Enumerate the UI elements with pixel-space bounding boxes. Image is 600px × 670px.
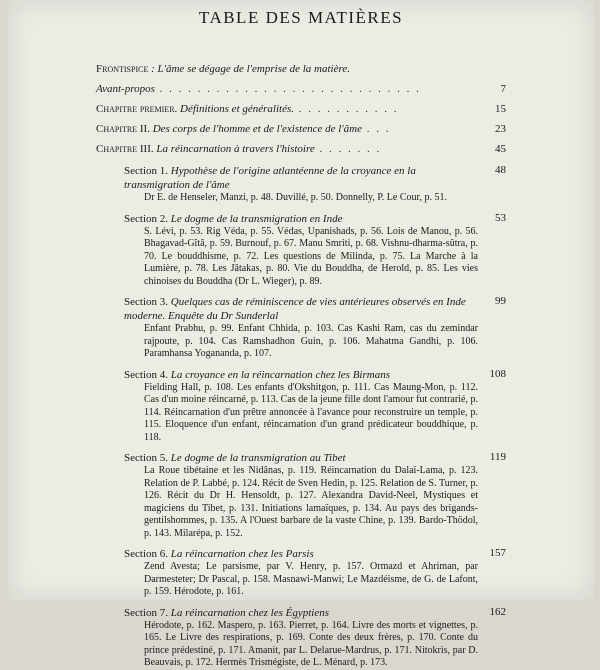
entry-title: Définitions et généralités. (177, 103, 294, 115)
section-page: 108 (489, 367, 506, 380)
section-label: Section 1. (124, 165, 168, 177)
section-label: Section 7. (124, 606, 168, 619)
toc-section-7 (124, 606, 506, 670)
section-title: Quelques cas de réminiscence de vies antérieures observés en Inde moderne. Enquête du Dr Sunderlal (124, 296, 466, 322)
entry-title: Avant-propos (96, 83, 155, 95)
section-label: Section 4. (124, 368, 168, 381)
toc-section-3 (124, 295, 506, 361)
section-body: Dr E. de Henseler, Manzi, p. 48. Duvillé, p. 50. Donnelly, P. Le Cour, p. 51. (144, 192, 447, 203)
entry-page: 15 (495, 103, 506, 115)
toc-entry-frontispice (96, 62, 506, 77)
section-page: 162 (489, 605, 506, 618)
section-title: Le dogme de la transmigration en Inde (170, 212, 343, 225)
section-title: La croyance en la réincarnation chez les Birmans (170, 368, 390, 381)
section-body: Enfant Prabhu, p. 99. Enfant Chhida, p. 103. Cas Kashi Ram, cas du zemindar rajpoute, p. 104. Cas Ramshadhon Guin, p. 106. Mahatma Gandhi, p. 106. Paramhansa Yogananda, p. 107. (144, 323, 478, 359)
toc-section-1 (124, 164, 506, 205)
section-title: La réincarnation chez les Égyptiens (170, 606, 330, 619)
entry-title: La réincarnation à travers l'histoire (153, 143, 315, 155)
toc-entry-chapitre-1: Chapitre premier. Définitions et généralités. . . . . . . . . . . . 15 (96, 103, 506, 115)
section-body: Fielding Hall, p. 108. Les enfants d'Okshitgon, p. 111. Cas Maung-Mon, p. 112. Cas d'un moine réincarné, p. 113. Cas de la jeune fille dont l'amour fut contrarié, p. 114. Réincarnation d'un prêtre annoncée à l'avance pour reconstruire un temple, p. 115. Eloquence d'un enfant, réincarnation d'un grand prédicateur bouddhique, p. 118. (144, 381, 478, 443)
section-page: 119 (489, 451, 506, 463)
entry-label: Chapitre III. (96, 143, 154, 155)
toc-entry-avant-propos: Avant-propos . . . . . . . . . . . . . . . . . . . . . . . . . . . . 7 (96, 83, 506, 95)
toc-section-2 (124, 212, 506, 289)
section-label: Section 6. (124, 548, 168, 560)
section-body: La Roue tibétaine et les Nidânas, p. 119. Réincarnation du Dalaï-Lama, p. 123. Relation de P. Labbé, p. 124. Récit de Sven Hedin, p. 125. Relation de S. Turner, p. 126. Récit du Dr H. Hensoldt, p. 127. Alexandra David-Neel, Mystiques et magiciens du Tibet, p. 131. Initiations lamaïques, p. 134. Au pays des brigands-gentilshommes, p. 135. A l'Ouest barbare de la vaste Chine, p. 139. Bardo-Thödol, p. 143. Milarépa, p. 152. (144, 465, 478, 539)
entry-page: 7 (500, 83, 506, 95)
toc-entry-chapitre-3: Chapitre III. La réincarnation à travers l'histoire . . . . . . . 45 (96, 143, 506, 155)
section-page: 157 (489, 547, 506, 559)
section-title: Hypothèse de l'origine atlantéenne de la croyance en la transmigration de l'âme (124, 165, 416, 191)
section-label: Section 3. (124, 296, 168, 308)
section-title: La réincarnation chez les Parsis (170, 548, 314, 560)
section-body: S. Lévi, p. 53. Rig Véda, p. 55. Védas, Upanishads, p. 56. Lois de Manou, p. 56. Bhagavad-Gîtâ, p. 59. Burnouf, p. 67. Manu Smriti, p. 68. Vishnu-dharma-sûtra, p. 70. Le bouddhisme, p. 72. Les questions de Milinda, p. 75. La Marche à la Lumière, p. 78. Les Jâtakas, p. 80. Vie du Bouddha, de Herold, p. 85. Les vies chinoises du Bouddha (Dr L. Wieger), p. 89. (144, 225, 478, 287)
entry-page: 23 (495, 123, 506, 135)
section-page: 48 (495, 164, 506, 176)
entry-label: Chapitre II. (96, 123, 150, 135)
section-body: Zend Avesta; Le parsisme, par V. Henry, p. 157. Ormazd et Ahriman, par Darmesteter; Dr Pascal, p. 158. Masnawi-Manwi; Le Mazdéisme, de G. de Lafont, p. 159. Hérodote, p. 161. (144, 561, 478, 597)
page-title: TABLE DES MATIÈRES (198, 8, 404, 27)
table-of-contents (96, 62, 506, 670)
toc-section-4 (124, 368, 506, 445)
entry-title: Des corps de l'homme et de l'existence de l'âme (149, 123, 362, 135)
section-page: 99 (495, 295, 506, 307)
entry-page: 45 (495, 143, 506, 155)
section-title: Le dogme de la transmigration au Tibet (170, 452, 346, 464)
section-label: Section 5. (124, 452, 168, 464)
toc-section-5 (124, 451, 506, 540)
toc-entry-chapitre-2: Chapitre II. Des corps de l'homme et de l'existence de l'âme . . . 23 (96, 123, 506, 135)
section-page: 53 (495, 211, 506, 224)
book-page (8, 0, 594, 668)
toc-section-6 (124, 547, 506, 599)
section-label: Section 2. (124, 212, 168, 225)
entry-label: Chapitre premier. (96, 103, 178, 115)
section-body: Hérodote, p. 162. Maspero, p. 163. Pierret, p. 164. Livre des morts et vignettes, p. 165. Le Livre des respirations, p. 169. Conte des deux frères, p. 170. Conte du prince prédestiné, p. 171. Amanit, par L. Delarue-Mardrus, p. 171. Nitokris, par D. Beauvais, p. 172. Hermès Trismégiste, de L. Ménard, p. 173. (144, 619, 478, 668)
entry-label: Frontispice (96, 63, 149, 75)
entry-title: : L'âme se dégage de l'emprise de la matière. (148, 63, 350, 75)
